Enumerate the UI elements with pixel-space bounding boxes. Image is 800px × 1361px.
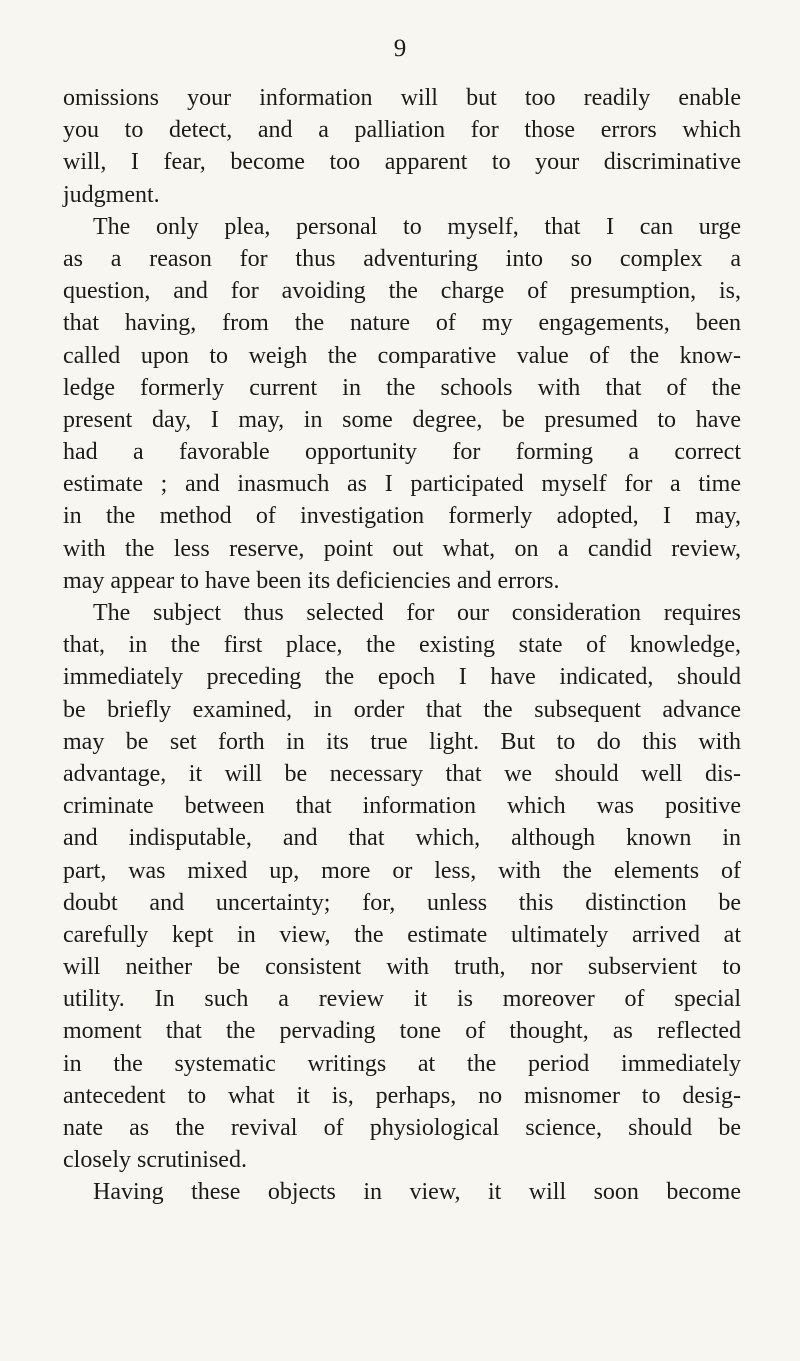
text-line: may be set forth in its true light. But to do this with [63, 728, 741, 755]
text-line: The only plea, personal to myself, that I can urge [93, 213, 741, 240]
text-line: with the less reserve, point out what, on a candid review, [63, 535, 741, 562]
text-line: immediately preceding the epoch I have indicated, should [63, 664, 741, 691]
text-line: called upon to weigh the comparative value of the know- [63, 342, 741, 369]
text-line: The subject thus selected for our consideration requires [93, 600, 741, 626]
text-line: in the systematic writings at the period immediately [63, 1050, 741, 1077]
text-line: omissions your information will but too readily enable [63, 85, 741, 111]
text-line: and indisputable, and that which, although known in [63, 825, 741, 852]
text-line: had a favorable opportunity for forming a correct [63, 439, 741, 466]
text-line: closely scrutinised. [63, 1147, 247, 1174]
body-text [63, 82, 741, 1209]
text-line: nate as the revival of physiological science, should be [63, 1115, 741, 1141]
page-number: 9 [393, 35, 407, 62]
text-line: utility. In such a review it is moreover of special [63, 986, 741, 1013]
text-line: may appear to have been its deficiencies and errors. [63, 567, 560, 594]
text-line: ledge formerly current in the schools with that of the [63, 374, 741, 401]
text-line: moment that the pervading tone of thought, as reflected [63, 1018, 741, 1045]
text-line: estimate ; and inasmuch as I participated myself for a time [63, 471, 741, 498]
text-line: will, I fear, become too apparent to your discriminative [63, 149, 741, 176]
text-line: that, in the first place, the existing state of knowledge, [63, 632, 741, 659]
text-line: present day, I may, in some degree, be presumed to have [63, 406, 741, 433]
text-line: criminate between that information which was positive [63, 793, 741, 820]
text-line: carefully kept in view, the estimate ultimately arrived at [63, 921, 741, 948]
text-line: judgment. [63, 181, 160, 208]
text-line: that having, from the nature of my engagements, been [63, 310, 741, 337]
text-line: doubt and uncertainty; for, unless this distinction be [63, 889, 741, 916]
text-line: question, and for avoiding the charge of presumption, is, [63, 278, 741, 305]
text-line: as a reason for thus adventuring into so complex a [63, 245, 741, 272]
text-line: you to detect, and a palliation for those errors which [63, 117, 741, 144]
text-line: Having these objects in view, it will soon become [93, 1179, 741, 1206]
text-line: part, was mixed up, more or less, with the elements of [63, 857, 741, 884]
text-line: will neither be consistent with truth, nor subservient to [63, 954, 741, 981]
text-line: in the method of investigation formerly adopted, I may, [63, 503, 741, 530]
text-line: advantage, it will be necessary that we should well dis- [63, 760, 741, 787]
text-line: antecedent to what it is, perhaps, no misnomer to desig- [63, 1082, 741, 1109]
text-line: be briefly examined, in order that the subsequent advance [63, 696, 741, 723]
